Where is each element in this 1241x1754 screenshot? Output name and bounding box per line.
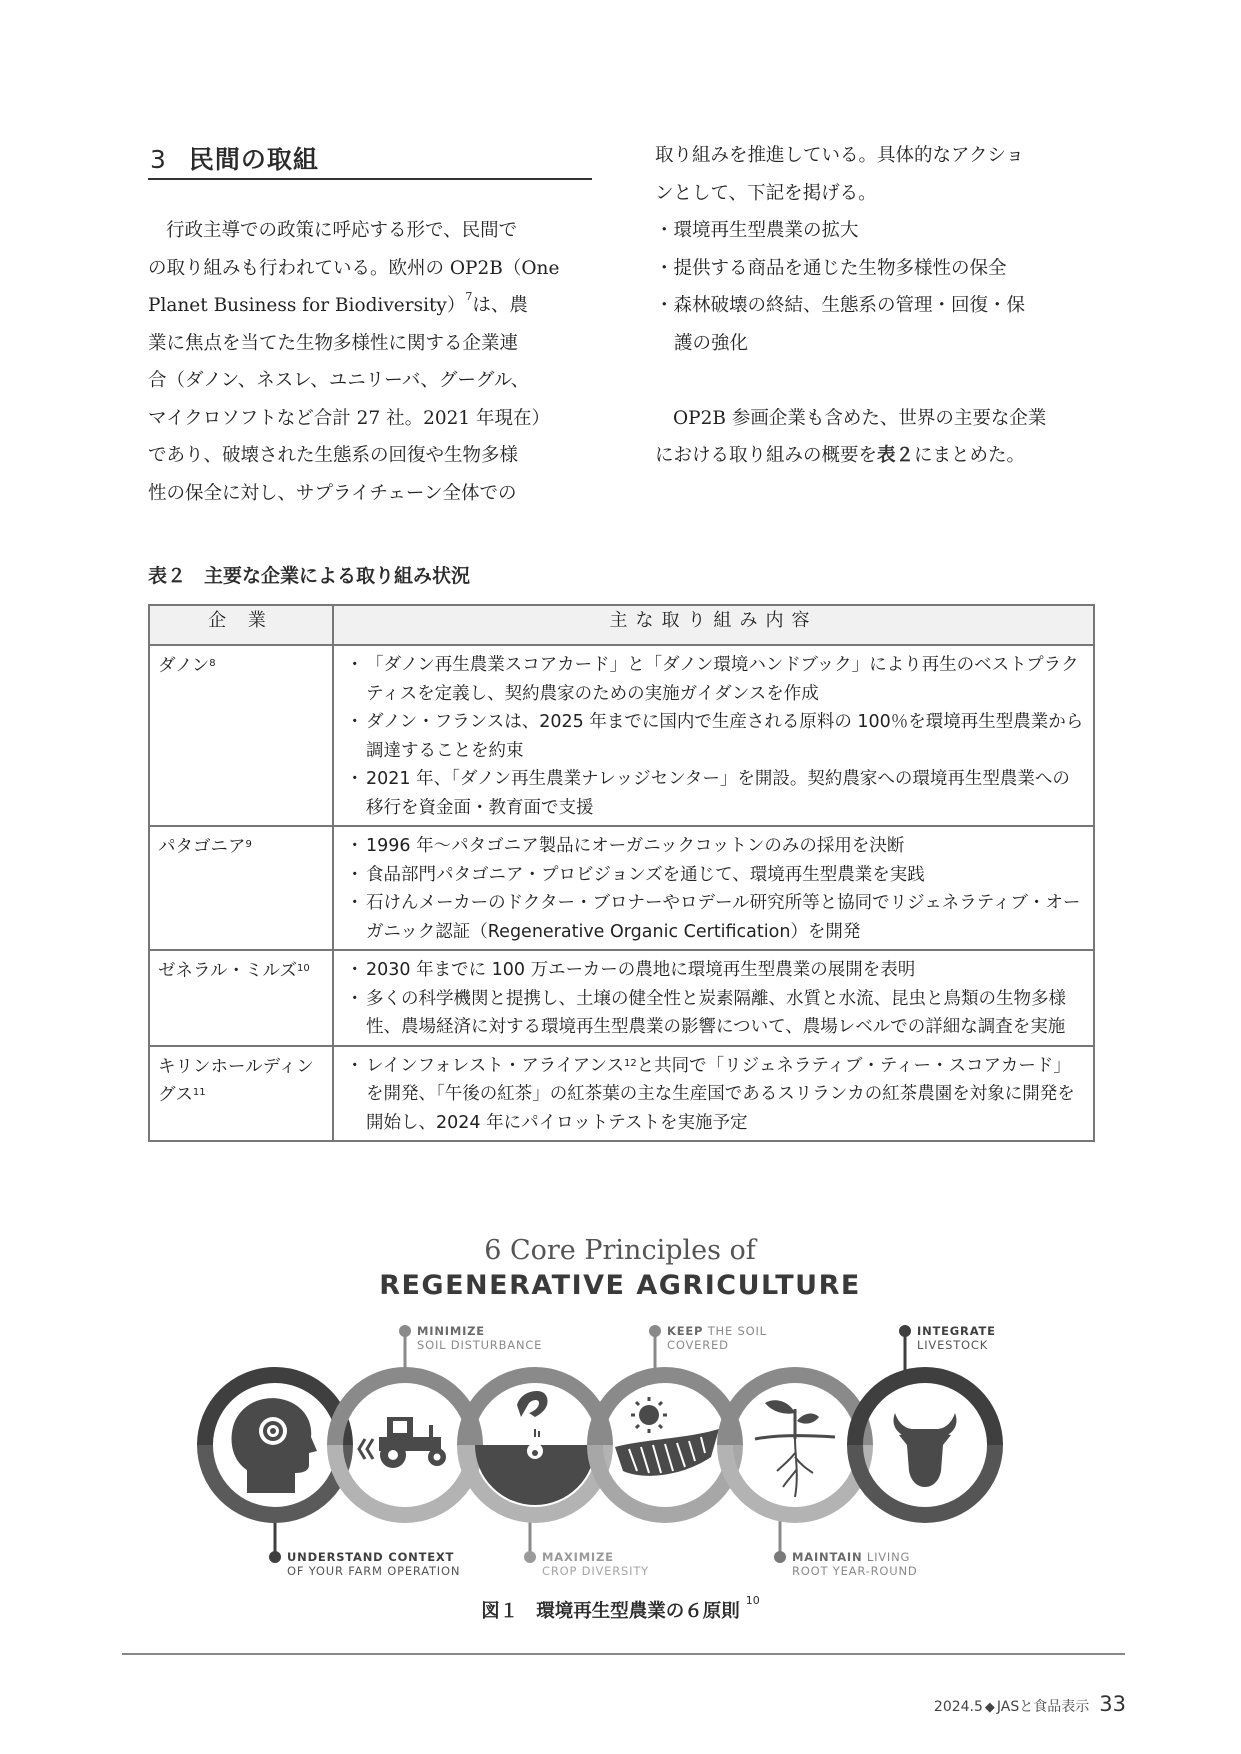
- company-cell: [149, 950, 333, 1046]
- body-line: 行政主導での政策に呼応する形で、民間で: [166, 220, 518, 241]
- company-cell: [149, 826, 333, 950]
- body-line-text: における取り組みの概要を: [655, 445, 878, 466]
- footnote-ref: 8: [209, 658, 216, 669]
- bullet-item: ・森林破壊の終結、生態系の管理・回復・保: [655, 295, 1026, 316]
- initiatives-cell: [333, 1046, 1094, 1142]
- table-row: [149, 950, 1094, 1046]
- initiative-text: と共同で「リジェネラティブ・ティー・スコアカード」を開発、「午後の紅茶」の紅茶葉の主な生産国であるスリランカの紅茶農園を対象に開発を開始し、2024 年にパイロットテストを実施予定: [366, 1055, 1075, 1133]
- right-column-text: [655, 137, 1115, 475]
- principle-circle-understand-context: [205, 1375, 345, 1515]
- body-line: OP2B 参画企業も含めた、世界の主要な企業: [673, 407, 1047, 429]
- table-reference: 表２: [877, 445, 915, 466]
- principle-label-understand: [287, 1550, 460, 1578]
- initiative-item: ・ 2021 年、「ダノン再生農業ナレッジセンター」を開設。契約農家への環境再生型農業への移行を資金面・教育面で支援: [348, 765, 1085, 822]
- principle-label-maximize: [542, 1550, 649, 1578]
- footnote-ref: 12: [623, 1057, 637, 1069]
- principle-label-integrate: [917, 1324, 996, 1352]
- infographic-title-bold: REGENERATIVE AGRICULTURE: [379, 1270, 861, 1301]
- body-line: マイクロソフトなど合計 27 社。2021 年現在）: [148, 407, 551, 429]
- initiatives-cell: [333, 950, 1094, 1046]
- connector-dot: [269, 1551, 281, 1563]
- footer-rule: [122, 1653, 1125, 1655]
- initiatives-cell: [333, 645, 1094, 826]
- principle-label-light: SOIL DISTURBANCE: [417, 1338, 543, 1352]
- principle-label-light: OF YOUR FARM OPERATION: [287, 1564, 461, 1578]
- principle-label-minimize: [417, 1324, 542, 1352]
- page-footer: [934, 1692, 1126, 1716]
- magazine-name: JASと食品表示: [996, 1699, 1090, 1715]
- principle-label-light: LIVESTOCK: [917, 1338, 989, 1352]
- principle-label-light: COVERED: [667, 1338, 729, 1352]
- connector-dot: [774, 1551, 786, 1563]
- body-line-text: Planet Business for Biodiversity）: [148, 295, 466, 316]
- initiatives-cell: [333, 826, 1094, 950]
- company-name: パタゴニア: [158, 837, 246, 857]
- principles-diagram: [195, 1225, 1045, 1585]
- body-line: であり、破壊された生態系の回復や生物多様: [148, 445, 519, 466]
- page-number: 33: [1099, 1692, 1126, 1716]
- principle-label-light: CROP DIVERSITY: [542, 1564, 649, 1578]
- body-line: 性の保全に対し、サプライチェーン全体での: [148, 482, 517, 504]
- section-number: 3: [150, 145, 167, 174]
- principle-label-light-inline: LIVING: [862, 1550, 911, 1564]
- header-company: 企 業: [149, 605, 333, 645]
- body-line: 取り組みを推進している。具体的なアクショ: [655, 145, 1025, 166]
- table-row: [149, 826, 1094, 950]
- initiative-item: ・ 「ダノン再生農業スコアカード」と「ダノン環境ハンドブック」により再生のベストプラクティスを定義し、契約農家のための実施ガイダンスを作成: [348, 651, 1085, 708]
- principle-label-bold: MAXIMIZE: [542, 1550, 614, 1564]
- company-name: ゼネラル・ミルズ: [158, 961, 297, 981]
- footnote-ref: 9: [245, 839, 252, 850]
- head-gear-icon: [232, 1398, 317, 1493]
- principle-circle-integrate-livestock: [855, 1375, 995, 1515]
- footnote-ref: 11: [192, 1086, 206, 1098]
- principle-label-bold: KEEP: [667, 1324, 704, 1338]
- company-cell: [149, 1046, 333, 1142]
- connector-dot: [649, 1325, 661, 1337]
- regenerative-agriculture-infographic: [195, 1225, 1045, 1585]
- bull-head-icon: [894, 1413, 957, 1487]
- initiative-item: ・ 1996 年～パタゴニア製品にオーガニックコットンのみの採用を決断: [348, 832, 1085, 861]
- table-title: 主要な企業による取り組み状況: [204, 565, 471, 587]
- left-column-text: [148, 212, 598, 512]
- section-title: 民間の取組: [188, 145, 319, 174]
- principle-circle-minimize-soil-disturbance: [335, 1375, 475, 1515]
- bullet-item-continued: 護の強化: [674, 332, 749, 354]
- section-rule: [148, 178, 592, 180]
- footnote-ref: 10: [745, 1594, 760, 1607]
- diamond-icon: ◆: [984, 1700, 995, 1715]
- initiative-item: ・ 食品部門パタゴニア・プロビジョンズを通じて、環境再生型農業を実践: [348, 861, 1085, 890]
- initiatives-table: [148, 604, 1095, 1142]
- sprout-root-icon: [755, 1400, 835, 1497]
- principle-circle-keep-soil-covered: [595, 1375, 735, 1515]
- header-initiatives: 主な取り組み内容: [333, 605, 1094, 645]
- sun-field-icon: [615, 1397, 719, 1476]
- footnote-ref: 7: [465, 290, 473, 303]
- tractor-icon: [359, 1417, 446, 1468]
- table-row: [149, 645, 1094, 826]
- initiative-item: ・ ダノン・フランスは、2025 年までに国内で生産される原料の 100％を環境再生型農業から調達することを約束: [348, 708, 1085, 765]
- body-line: の取り組みも行われている。欧州の OP2B（One: [148, 257, 560, 279]
- figure-title: 環境再生型農業の６原則: [536, 1601, 740, 1622]
- principle-label-bold: INTEGRATE: [917, 1324, 996, 1338]
- principle-label-bold: MINIMIZE: [417, 1324, 485, 1338]
- principle-circle-maintain-living-root: [725, 1375, 865, 1515]
- table-caption: [148, 561, 470, 588]
- body-line-text: にまとめた。: [914, 445, 1026, 466]
- connector-dot: [899, 1325, 911, 1337]
- principle-label-keep: [667, 1324, 767, 1352]
- issue-date: 2024.5: [933, 1699, 983, 1715]
- initiative-item: ・ 2030 年までに 100 万エーカーの農地に環境再生型農業の展開を表明: [348, 956, 1085, 985]
- initiative-item: ・ 多くの科学機関と提携し、土壌の健全性と炭素隔離、水質と水流、昆虫と鳥類の生物多様性、農場経済に対する環境再生型農業の影響について、農場レベルでの詳細な調査を実施: [348, 985, 1085, 1042]
- section-heading: [150, 140, 590, 176]
- initiative-text: レインフォレスト・アライアンス: [366, 1055, 624, 1076]
- principle-label-bold: UNDERSTAND CONTEXT: [287, 1550, 455, 1564]
- bullet-item: ・提供する商品を通じた生物多様性の保全: [655, 257, 1007, 279]
- footnote-ref: 10: [296, 963, 310, 974]
- company-name: ダノン: [158, 656, 210, 676]
- body-line: ンとして、下記を掲げる。: [655, 182, 877, 204]
- table-row: [149, 1046, 1094, 1142]
- table-header-row: [149, 605, 1094, 645]
- initiative-item: [348, 1052, 1085, 1138]
- company-cell: [149, 645, 333, 826]
- company-name: キリンホールディングス: [158, 1056, 314, 1105]
- figure-caption: [0, 1594, 1241, 1623]
- body-line: [148, 287, 598, 325]
- connector-dot: [399, 1325, 411, 1337]
- principle-label-maintain: [792, 1550, 918, 1578]
- principle-label-light-inline: THE SOIL: [703, 1324, 767, 1338]
- connector-dot: [524, 1551, 536, 1563]
- bullet-item: ・環境再生型農業の拡大: [655, 220, 859, 241]
- initiative-item: ・ 石けんメーカーのドクター・ブロナーやロデール研究所等と協同でリジェネラティブ・オーガニック認証（Regenerative Organic Certification）を開発: [348, 889, 1085, 946]
- body-line: 業に焦点を当てた生物多様性に関する企業連: [148, 332, 519, 354]
- figure-number: 図１: [481, 1601, 519, 1622]
- paragraph-gap: [655, 362, 1115, 400]
- principle-circle-maximize-crop-diversity: [465, 1375, 605, 1515]
- principle-label-bold: MAINTAIN: [792, 1550, 863, 1564]
- table-number: 表２: [148, 565, 187, 587]
- body-line-tail: は、農: [472, 295, 528, 316]
- infographic-title-light: 6 Core Principles of: [484, 1235, 756, 1266]
- body-line: 合（ダノン、ネスレ、ユニリーバ、グーグル、: [148, 370, 530, 391]
- body-line: [655, 437, 1115, 475]
- principle-label-light: ROOT YEAR-ROUND: [792, 1564, 918, 1578]
